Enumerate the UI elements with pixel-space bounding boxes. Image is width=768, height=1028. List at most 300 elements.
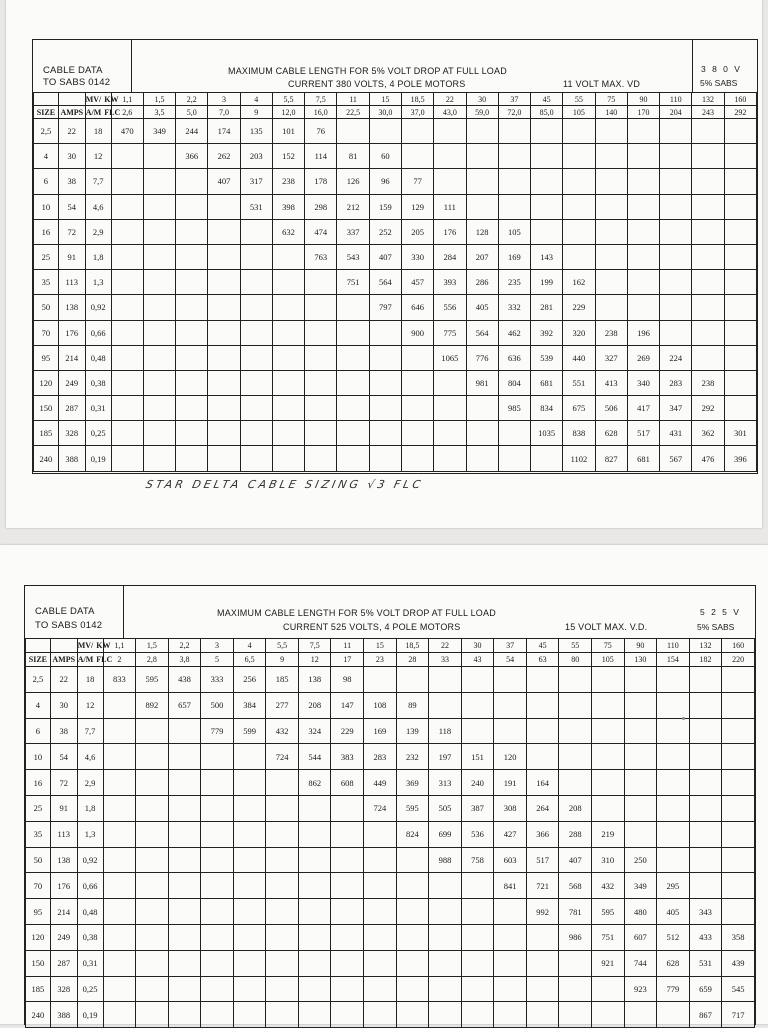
- cable-length-cell: [201, 924, 234, 950]
- cable-length-cell: [364, 950, 397, 976]
- volt-drop-mv: 0,92: [85, 295, 111, 320]
- cable-length-cell: 120: [494, 744, 527, 770]
- cable-length-cell: [233, 924, 266, 950]
- cable-length-cell: [526, 667, 559, 693]
- cable-length-cell: 595: [591, 899, 624, 925]
- cable-length-cell: 330: [401, 244, 433, 269]
- cable-length-cell: 985: [498, 396, 530, 421]
- cable-length-cell: 724: [266, 744, 299, 770]
- cable-length-cell: [461, 899, 494, 925]
- cable-length-cell: 398: [272, 194, 304, 219]
- cable-amps: 214: [58, 345, 85, 370]
- flc-label: FLC: [104, 107, 121, 117]
- cable-length-cell: 824: [396, 821, 429, 847]
- cable-length-cell: [722, 821, 755, 847]
- cable-length-cell: 164: [526, 770, 559, 796]
- cable-length-cell: 900: [401, 320, 433, 345]
- cable-length-cell: 517: [627, 421, 659, 446]
- cable-length-cell: [143, 320, 175, 345]
- cable-length-cell: 1102: [563, 446, 595, 471]
- cable-length-cell: 295: [657, 873, 690, 899]
- cable-length-cell: [429, 924, 462, 950]
- cable-length-cell: [724, 119, 756, 144]
- kw-value: 1,1: [111, 93, 143, 106]
- cable-length-cell: 138: [298, 667, 331, 693]
- table-row: [26, 899, 755, 925]
- cable-length-cell: [337, 446, 369, 471]
- cable-length-cell: 147: [331, 692, 364, 718]
- cable-length-cell: [201, 821, 234, 847]
- cable-length-cell: [369, 370, 401, 395]
- cable-length-cell: [559, 976, 592, 1002]
- cable-length-cell: 143: [531, 244, 563, 269]
- cable-amps: 214: [50, 899, 77, 925]
- cable-length-cell: [494, 718, 527, 744]
- cable-length-cell: [201, 1002, 234, 1028]
- cable-length-cell: [396, 667, 429, 693]
- table-row: [34, 144, 757, 169]
- cable-length-cell: [591, 1002, 624, 1028]
- cable-length-cell: 607: [624, 924, 657, 950]
- cable-length-cell: [692, 270, 724, 295]
- volt-drop-mv: 1,3: [77, 821, 103, 847]
- cable-length-cell: [298, 899, 331, 925]
- cable-length-cell: 383: [331, 744, 364, 770]
- kw-value: 15: [369, 93, 401, 106]
- cable-length-cell: [233, 795, 266, 821]
- cable-size: 16: [26, 770, 51, 796]
- cable-length-cell: [401, 345, 433, 370]
- cable-length-cell: [208, 370, 240, 395]
- flc-value: 9: [240, 106, 272, 119]
- cable-length-cell: 366: [176, 144, 208, 169]
- cable-length-cell: [526, 744, 559, 770]
- kw-value: 4: [233, 639, 266, 653]
- cable-length-cell: 224: [660, 345, 692, 370]
- cable-length-cell: [724, 219, 756, 244]
- cable-length-cell: [331, 873, 364, 899]
- cable-length-cell: 1065: [434, 345, 466, 370]
- cable-length-cell: [657, 744, 690, 770]
- cable-length-cell: 229: [563, 295, 595, 320]
- flc-value: 3,5: [143, 106, 175, 119]
- cable-length-cell: [461, 976, 494, 1002]
- cable-length-cell: [201, 976, 234, 1002]
- cable-length-cell: [111, 244, 143, 269]
- cable-length-cell: [591, 795, 624, 821]
- cable-amps: 328: [58, 421, 85, 446]
- cable-length-cell: 308: [494, 795, 527, 821]
- am-label: A/M FLC: [85, 107, 121, 117]
- cable-length-cell: [461, 718, 494, 744]
- document-page-525v: [0, 545, 768, 1024]
- cable-length-cell: [103, 1002, 136, 1028]
- cable-size: 10: [34, 194, 59, 219]
- cable-size: 240: [26, 1002, 51, 1028]
- cable-length-cell: [657, 821, 690, 847]
- cable-length-cell: 169: [498, 244, 530, 269]
- cable-length-cell: [136, 899, 169, 925]
- flc-value: 243: [692, 106, 724, 119]
- cable-length-cell: [337, 119, 369, 144]
- cable-length-cell: 505: [429, 795, 462, 821]
- cable-size: 6: [26, 718, 51, 744]
- cable-length-cell: 207: [466, 244, 498, 269]
- kw-value: 11: [331, 639, 364, 653]
- kw-value: 75: [591, 639, 624, 653]
- cable-length-cell: 392: [531, 320, 563, 345]
- cable-length-cell: [466, 119, 498, 144]
- cable-length-grid: [25, 638, 755, 1028]
- kw-value: 37: [494, 639, 527, 653]
- cable-length-cell: [103, 821, 136, 847]
- cable-length-cell: [266, 1002, 299, 1028]
- kw-label: KW: [96, 641, 111, 650]
- cable-length-cell: 252: [369, 219, 401, 244]
- volt-drop-mv: 0,25: [77, 976, 103, 1002]
- cable-length-cell: 449: [364, 770, 397, 796]
- cable-length-cell: 185: [266, 667, 299, 693]
- cable-length-cell: [233, 1002, 266, 1028]
- voltage-rating: 5 2 5 V: [700, 607, 741, 617]
- volt-drop-mv: 12: [85, 144, 111, 169]
- volt-drop-mv: 0,92: [77, 847, 103, 873]
- cable-length-cell: 152: [272, 144, 304, 169]
- flc-value: 154: [657, 653, 690, 667]
- cable-length-cell: 432: [266, 718, 299, 744]
- cable-length-cell: [168, 847, 201, 873]
- cable-length-cell: 758: [461, 847, 494, 873]
- cable-amps: 54: [50, 744, 77, 770]
- cable-length-cell: [692, 119, 724, 144]
- cable-length-cell: [692, 320, 724, 345]
- cable-length-cell: [466, 446, 498, 471]
- cable-length-cell: [233, 899, 266, 925]
- cable-length-cell: 474: [305, 219, 337, 244]
- cable-length-cell: [337, 396, 369, 421]
- cable-length-cell: 413: [595, 370, 627, 395]
- cable-length-cell: [266, 924, 299, 950]
- volt-drop-mv: 0,66: [85, 320, 111, 345]
- amps-label: AMPS: [50, 653, 77, 667]
- flc-value: 43: [461, 653, 494, 667]
- kw-value: 30: [466, 93, 498, 106]
- volt-drop-mv: 4,6: [77, 744, 103, 770]
- cable-length-cell: [369, 421, 401, 446]
- cable-length-cell: 256: [233, 667, 266, 693]
- cable-length-cell: 405: [657, 899, 690, 925]
- cable-length-cell: [689, 847, 722, 873]
- flc-value: 9: [266, 653, 299, 667]
- kw-value: 15: [364, 639, 397, 653]
- cable-length-cell: [692, 144, 724, 169]
- cable-length-cell: [233, 976, 266, 1002]
- cable-length-cell: [111, 270, 143, 295]
- cable-length-cell: [168, 899, 201, 925]
- cable-length-cell: [272, 421, 304, 446]
- cable-amps: 388: [50, 1002, 77, 1028]
- cable-length-cell: [136, 770, 169, 796]
- cable-length-cell: [240, 370, 272, 395]
- cable-amps: 388: [58, 446, 85, 471]
- cable-length-cell: [429, 667, 462, 693]
- cable-length-cell: 281: [531, 295, 563, 320]
- cable-length-cell: [143, 219, 175, 244]
- cable-length-cell: [143, 446, 175, 471]
- cable-length-cell: 921: [591, 950, 624, 976]
- cable-length-cell: [272, 396, 304, 421]
- cable-length-cell: [364, 847, 397, 873]
- cable-length-cell: [692, 295, 724, 320]
- cable-length-cell: [208, 446, 240, 471]
- cable-length-cell: [396, 873, 429, 899]
- cable-length-cell: [559, 718, 592, 744]
- flc-label: FLC: [96, 655, 113, 664]
- cable-length-cell: [208, 270, 240, 295]
- cable-length-cell: 333: [201, 667, 234, 693]
- cable-length-cell: [305, 421, 337, 446]
- cable-length-cell: [111, 169, 143, 194]
- cable-length-cell: [591, 976, 624, 1002]
- table-row: [26, 924, 755, 950]
- kw-value: 132: [692, 93, 724, 106]
- cable-amps: 22: [50, 667, 77, 693]
- cable-length-cell: [298, 821, 331, 847]
- cable-size: 185: [34, 421, 59, 446]
- cable-length-cell: 349: [624, 873, 657, 899]
- cable-length-cell: [466, 144, 498, 169]
- cable-length-cell: 543: [337, 244, 369, 269]
- cable-length-cell: [531, 144, 563, 169]
- cable-length-cell: [722, 718, 755, 744]
- flc-value: 28: [396, 653, 429, 667]
- cable-length-cell: [369, 119, 401, 144]
- cable-length-cell: [563, 244, 595, 269]
- cable-length-cell: 544: [298, 744, 331, 770]
- cable-length-cell: [461, 873, 494, 899]
- cable-length-cell: [526, 976, 559, 1002]
- cable-length-cell: 470: [111, 119, 143, 144]
- volt-drop-mv: 0,66: [77, 873, 103, 899]
- cable-length-cell: [168, 821, 201, 847]
- flc-value: 43,0: [434, 106, 466, 119]
- kw-label: KW: [104, 94, 119, 104]
- cable-length-cell: [660, 169, 692, 194]
- am-label: A/M FLC: [77, 653, 103, 667]
- flc-value: 3,8: [168, 653, 201, 667]
- volt-drop-mv: 12: [77, 692, 103, 718]
- cable-length-cell: 717: [722, 1002, 755, 1028]
- cable-length-cell: [595, 194, 627, 219]
- cable-length-cell: [531, 169, 563, 194]
- cable-length-cell: 288: [559, 821, 592, 847]
- cable-length-cell: 838: [563, 421, 595, 446]
- cable-length-cell: [298, 795, 331, 821]
- table-row: [34, 396, 757, 421]
- cable-length-cell: [298, 950, 331, 976]
- flc-value: 80: [559, 653, 592, 667]
- cable-length-cell: [272, 345, 304, 370]
- table-header: [33, 40, 757, 93]
- cable-length-cell: [692, 194, 724, 219]
- table-row: [34, 421, 757, 446]
- cable-length-cell: 337: [337, 219, 369, 244]
- cable-length-cell: 159: [369, 194, 401, 219]
- cable-length-cell: [526, 1002, 559, 1028]
- cable-length-cell: [595, 244, 627, 269]
- cable-length-cell: 310: [591, 847, 624, 873]
- flc-value: 5,0: [176, 106, 208, 119]
- cable-length-cell: 191: [494, 770, 527, 796]
- cable-length-cell: 407: [559, 847, 592, 873]
- cable-length-cell: 417: [627, 396, 659, 421]
- cable-length-cell: [266, 899, 299, 925]
- cable-length-cell: 313: [429, 770, 462, 796]
- cable-size: 35: [26, 821, 51, 847]
- cable-length-cell: [111, 446, 143, 471]
- cable-length-cell: [563, 219, 595, 244]
- volt-drop-mv: 18: [85, 119, 111, 144]
- cable-length-cell: 240: [461, 770, 494, 796]
- cable-length-cell: [233, 744, 266, 770]
- cable-length-cell: [624, 821, 657, 847]
- cable-length-cell: [298, 1002, 331, 1028]
- cable-amps: 30: [50, 692, 77, 718]
- cable-length-cell: 349: [143, 119, 175, 144]
- blank-cell: [58, 93, 85, 106]
- cable-length-cell: [466, 396, 498, 421]
- mv-label: MV/ KW: [85, 94, 119, 104]
- cable-length-cell: [396, 847, 429, 873]
- cable-amps: 287: [50, 950, 77, 976]
- cable-length-cell: [498, 194, 530, 219]
- table-row: [34, 295, 757, 320]
- cable-length-cell: 981: [466, 370, 498, 395]
- cable-length-cell: [143, 144, 175, 169]
- cable-length-cell: 841: [494, 873, 527, 899]
- handwritten-note: STAR DELTA CABLE SIZING √3 FLC: [144, 478, 425, 491]
- cable-data-label: CABLE DATA: [43, 65, 103, 76]
- cable-length-cell: [208, 320, 240, 345]
- cable-length-cell: [369, 446, 401, 471]
- cable-length-cell: [498, 144, 530, 169]
- flc-value: 220: [722, 653, 755, 667]
- table-row: [34, 345, 757, 370]
- flc-value: 2: [103, 653, 136, 667]
- cable-length-cell: 595: [396, 795, 429, 821]
- cable-length-cell: [176, 270, 208, 295]
- cable-amps: 91: [58, 244, 85, 269]
- kw-value: 90: [624, 639, 657, 653]
- cable-length-cell: [689, 770, 722, 796]
- flc-value: 170: [627, 106, 659, 119]
- kw-value: 5,5: [272, 93, 304, 106]
- cable-length-cell: 77: [401, 169, 433, 194]
- cable-length-cell: 208: [298, 692, 331, 718]
- flc-value: 5: [201, 653, 234, 667]
- cable-length-cell: 636: [498, 345, 530, 370]
- cable-length-cell: [401, 421, 433, 446]
- flc-value: 7,0: [208, 106, 240, 119]
- flc-value: 204: [660, 106, 692, 119]
- cable-length-cell: [434, 144, 466, 169]
- cable-length-cell: 681: [627, 446, 659, 471]
- cable-length-cell: [305, 320, 337, 345]
- cable-length-cell: [208, 219, 240, 244]
- cable-length-cell: [531, 219, 563, 244]
- cable-length-cell: 431: [660, 421, 692, 446]
- cable-length-cell: [724, 295, 756, 320]
- flc-value: 16,0: [305, 106, 337, 119]
- cable-length-cell: 126: [337, 169, 369, 194]
- volt-drop-mv: 0,38: [77, 924, 103, 950]
- cable-length-cell: [401, 396, 433, 421]
- table-row: [34, 119, 757, 144]
- cable-length-cell: [724, 169, 756, 194]
- cable-length-cell: [429, 899, 462, 925]
- cable-length-cell: [305, 295, 337, 320]
- cable-size: 240: [34, 446, 59, 471]
- cable-length-cell: [461, 1002, 494, 1028]
- cable-length-cell: [627, 244, 659, 269]
- cable-length-cell: 699: [429, 821, 462, 847]
- volt-drop-mv: 0,25: [85, 421, 111, 446]
- cable-length-cell: 262: [208, 144, 240, 169]
- cable-length-cell: [466, 421, 498, 446]
- cable-length-cell: 320: [563, 320, 595, 345]
- max-volt-drop: 15 VOLT MAX. V.D.: [565, 622, 648, 632]
- cable-length-cell: [724, 370, 756, 395]
- cable-length-cell: [595, 169, 627, 194]
- kw-value: 2,2: [176, 93, 208, 106]
- cable-size: 50: [34, 295, 59, 320]
- cable-length-cell: [143, 370, 175, 395]
- cable-length-cell: 178: [305, 169, 337, 194]
- cable-length-cell: 568: [559, 873, 592, 899]
- cable-length-cell: 205: [401, 219, 433, 244]
- cable-length-cell: 779: [657, 976, 690, 1002]
- cable-length-cell: 60: [369, 144, 401, 169]
- cable-data-label: CABLE DATA: [35, 606, 95, 617]
- flc-value: 54: [494, 653, 527, 667]
- cable-length-cell: [724, 270, 756, 295]
- cable-length-cell: 827: [595, 446, 627, 471]
- cable-length-cell: [103, 924, 136, 950]
- cable-length-cell: [660, 119, 692, 144]
- cable-length-cell: [136, 821, 169, 847]
- flc-value: 17: [331, 653, 364, 667]
- cable-length-cell: [266, 770, 299, 796]
- cable-length-cell: [429, 873, 462, 899]
- cable-length-cell: [722, 692, 755, 718]
- cable-length-cell: 98: [331, 667, 364, 693]
- cable-length-cell: [369, 320, 401, 345]
- cable-length-cell: 744: [624, 950, 657, 976]
- kw-value: 55: [559, 639, 592, 653]
- cable-length-cell: [111, 370, 143, 395]
- cable-length-cell: [136, 795, 169, 821]
- table-row: [26, 667, 755, 693]
- cable-length-cell: [434, 169, 466, 194]
- cable-length-cell: [401, 446, 433, 471]
- cable-length-cell: [689, 692, 722, 718]
- cable-length-cell: [692, 244, 724, 269]
- cable-length-cell: [624, 667, 657, 693]
- flc-value: 2,6: [111, 106, 143, 119]
- cable-length-cell: 992: [526, 899, 559, 925]
- cable-length-cell: [627, 270, 659, 295]
- cable-length-cell: 681: [531, 370, 563, 395]
